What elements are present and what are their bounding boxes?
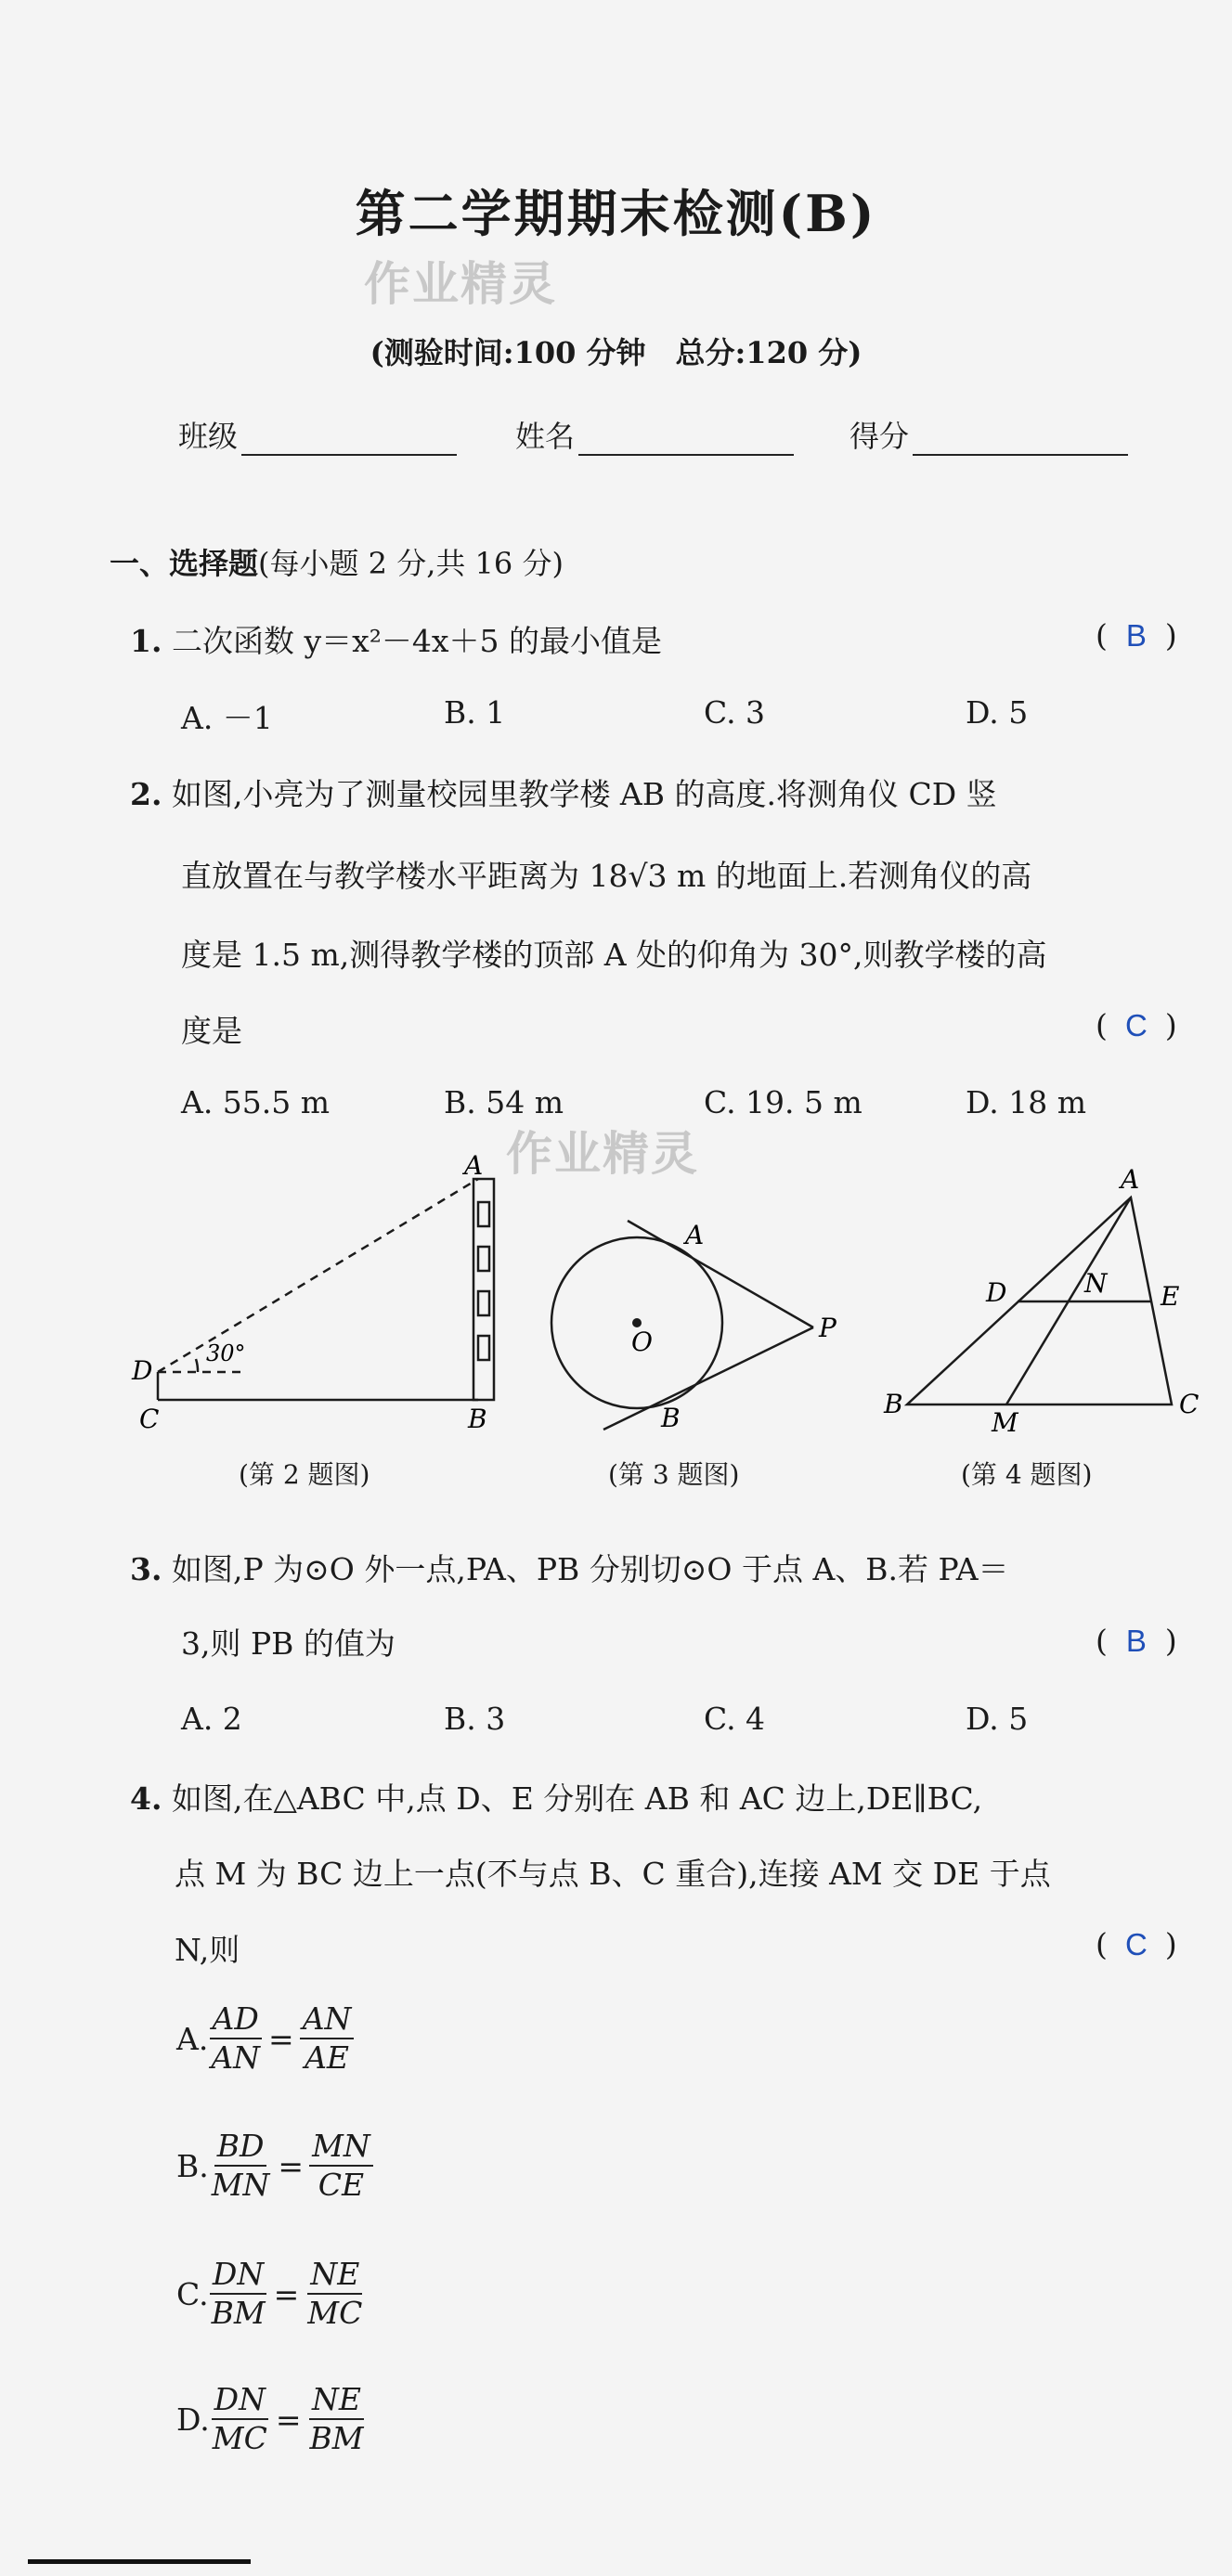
question-text: 点 M 为 BC 边上一点(不与点 B、C 重合),连接 AM 交 DE 于点 — [175, 1856, 1051, 1892]
figure-3 — [538, 1193, 873, 1443]
label-c: C — [1179, 1389, 1200, 1419]
fraction-option-d: D. $\frac{DN}{MC}$ = $\frac{NE}{BM}$ — [176, 2381, 367, 2457]
label-m: M — [992, 1407, 1018, 1438]
fraction — [305, 2256, 365, 2332]
question-text: 二次函数 y＝x²－4x＋5 的最小值是 — [171, 623, 663, 659]
question-number: 1. — [130, 623, 162, 659]
numerator: DN — [212, 2381, 268, 2420]
label-b: B — [661, 1403, 681, 1433]
label-p: P — [819, 1313, 836, 1343]
fraction — [309, 2128, 373, 2204]
question-1 — [130, 617, 662, 661]
denominator: MC — [212, 2420, 267, 2456]
question-4 — [130, 1775, 982, 1819]
question-text: 度是 — [181, 1013, 242, 1049]
label-d: D — [132, 1355, 153, 1386]
answer-box-3: ( B ) — [1096, 1623, 1177, 1659]
section-heading — [110, 540, 564, 583]
numerator: DN — [210, 2256, 266, 2295]
name-label: 姓名 — [515, 419, 576, 454]
answer: C — [1124, 1927, 1148, 1961]
window — [478, 1247, 489, 1271]
watermark: 作业精灵 — [506, 1127, 699, 1181]
watermark: 作业精灵 — [364, 257, 557, 311]
score-field — [849, 413, 1128, 456]
section-title: 一、选择题 — [110, 546, 259, 581]
answer-box-4: ( C ) — [1096, 1926, 1177, 1962]
option: B. 1 — [444, 694, 506, 731]
option: D. 18 m — [966, 1084, 1087, 1120]
question-text: 如图,P 为⊙O 外一点,PA、PB 分别切⊙O 于点 A、B.若 PA＝ — [171, 1551, 1009, 1587]
question-text: 度是 1.5 m,测得教学楼的顶部 A 处的仰角为 30°,则教学楼的高 — [181, 937, 1047, 973]
angle-label: 30° — [206, 1340, 246, 1366]
option-label: D. — [176, 2401, 210, 2438]
label-o: O — [631, 1327, 653, 1357]
name-field — [515, 413, 794, 456]
figure-2 — [121, 1151, 529, 1430]
label-c: C — [139, 1404, 160, 1430]
answer-box-2: ( C ) — [1096, 1007, 1177, 1043]
numerator: AD — [210, 2000, 262, 2039]
label-b: B — [468, 1404, 487, 1430]
numerator: BD — [214, 2128, 267, 2167]
option: C. 4 — [704, 1701, 766, 1737]
option-label: A. — [176, 2020, 209, 2057]
option: B. 3 — [444, 1701, 506, 1737]
denominator: MC — [307, 2295, 363, 2331]
name-blank — [578, 424, 794, 456]
answer: B — [1125, 618, 1147, 653]
question-text: 直放置在与教学楼水平距离为 18√3 m 的地面上.若测角仪的高 — [181, 858, 1032, 894]
page-title: 第二学期期末检测(B) — [355, 184, 877, 243]
score-label: 得分 — [849, 419, 910, 454]
building-ab — [473, 1179, 494, 1400]
question-number: 4. — [130, 1780, 162, 1817]
fraction — [209, 2256, 268, 2332]
class-label: 班级 — [178, 419, 239, 454]
option: A. －1 — [181, 700, 273, 736]
figure-3-caption: (第 3 题图) — [608, 1459, 740, 1490]
class-field — [178, 413, 457, 456]
label-b: B — [884, 1389, 903, 1419]
answer-box-1: ( B ) — [1096, 617, 1177, 654]
question-text: 如图,小亮为了测量校园里教学楼 AB 的高度.将测角仪 CD 竖 — [171, 776, 997, 812]
class-blank — [241, 424, 457, 456]
denominator: BM — [211, 2295, 266, 2331]
numerator: MN — [309, 2128, 373, 2167]
fraction — [300, 2000, 355, 2077]
fraction-option-b: B. $\frac{BD}{MN}$ = $\frac{MN}{CE}$ — [176, 2128, 373, 2204]
question-3 — [130, 1546, 1009, 1589]
numerator: AN — [300, 2000, 355, 2039]
answer: B — [1125, 1624, 1147, 1658]
label-n: N — [1084, 1268, 1108, 1299]
label-a: A — [464, 1151, 484, 1181]
fraction — [306, 2381, 366, 2457]
window — [478, 1202, 489, 1226]
page-subtitle: (测验时间:100 分钟 总分:120 分) — [370, 335, 862, 370]
question-text: N,则 — [175, 1932, 240, 1968]
label-d: D — [986, 1277, 1007, 1308]
figure-4-caption: (第 4 题图) — [961, 1459, 1093, 1490]
question-2 — [130, 770, 997, 814]
numerator: NE — [307, 2256, 362, 2295]
denominator: AN — [211, 2039, 261, 2076]
denominator: BM — [309, 2420, 364, 2456]
option-label: B. — [176, 2147, 209, 2184]
label-a: A — [685, 1220, 705, 1250]
numerator: NE — [309, 2381, 364, 2420]
fraction — [208, 2000, 263, 2077]
section-note: (每小题 2 分,共 16 分) — [258, 546, 564, 581]
option: D. 5 — [966, 1701, 1029, 1737]
denominator: CE — [318, 2167, 365, 2203]
fraction — [209, 2128, 273, 2204]
option: C. 19. 5 m — [704, 1084, 862, 1120]
option: A. 55.5 m — [181, 1084, 331, 1120]
figure-2-caption: (第 2 题图) — [239, 1459, 370, 1490]
answer: C — [1124, 1008, 1148, 1042]
score-blank — [913, 424, 1128, 456]
question-number: 3. — [130, 1551, 162, 1587]
label-a: A — [1121, 1164, 1140, 1195]
figure-4 — [873, 1160, 1216, 1439]
option: B. 54 m — [444, 1084, 564, 1120]
option: A. 2 — [181, 1701, 242, 1737]
label-e: E — [1161, 1281, 1180, 1312]
question-text: 如图,在△ABC 中,点 D、E 分别在 AB 和 AC 边上,DE∥BC, — [171, 1780, 983, 1817]
fraction — [210, 2381, 270, 2457]
window — [478, 1291, 489, 1315]
question-number: 2. — [130, 776, 162, 812]
fraction-option-a: A. $\frac{AD}{AN}$ = $\frac{AN}{AE}$ — [176, 2000, 354, 2077]
option-label: C. — [176, 2275, 209, 2312]
angle-arc — [196, 1359, 198, 1372]
denominator: AE — [305, 2039, 350, 2076]
denominator: MN — [211, 2167, 270, 2203]
fraction-option-c: C. $\frac{DN}{BM}$ = $\frac{NE}{MC}$ — [176, 2256, 365, 2332]
window — [478, 1336, 489, 1360]
question-text: 3,则 PB 的值为 — [181, 1625, 396, 1662]
page-edge-line — [28, 2559, 251, 2564]
option: D. 5 — [966, 694, 1029, 731]
option: C. 3 — [704, 694, 766, 731]
